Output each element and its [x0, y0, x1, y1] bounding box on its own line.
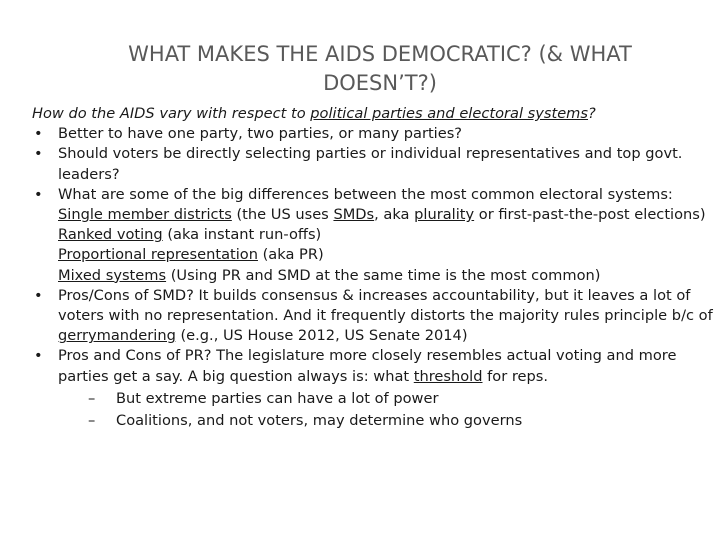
system-ranked-label: Ranked voting: [58, 226, 163, 244]
intro-underlined-topic: political parties and electoral systems: [310, 105, 589, 122]
system-pr-text: (aka PR): [257, 246, 324, 264]
system-mixed-label: Mixed systems: [58, 266, 167, 284]
slide-title-line-1: WHAT MAKES THE AIDS DEMOCRATIC? (& WHAT: [128, 42, 632, 66]
system-smd-label: Single member districts: [58, 206, 232, 224]
slide-title: [60, 40, 700, 98]
system-pr-label: Proportional representation: [58, 246, 258, 264]
slide-body: [32, 104, 716, 431]
system-ranked-text: (aka instant run-offs): [162, 226, 322, 244]
bullet-electoral-systems: [32, 185, 716, 286]
bullet-direct-selection-text: Should voters be directly selecting parties or individual representatives and top govt. leaders?: [58, 145, 683, 183]
bullet-direct-selection: [32, 144, 716, 184]
bullet-electoral-systems-text: What are some of the big differences between the most common electoral systems:: [58, 185, 673, 203]
system-smd-text-3: or first-past-the-post elections): [474, 206, 706, 224]
system-smd-plurality: plurality: [414, 206, 475, 224]
intro-text: How do the AIDS vary with respect to: [32, 105, 311, 122]
bullet-pr-pros-cons: [32, 346, 716, 431]
bullet-list: [32, 124, 716, 431]
bullet-smd-text: Pros/Cons of SMD? It builds consensus & increases accountability, but it leaves a lot of voters with no representation. And it frequently distorts the majority rules principle b/c of: [58, 286, 713, 325]
system-smd-text-1: (the US uses: [231, 206, 334, 224]
pr-sub-list: [58, 389, 716, 431]
system-mixed-text: (Using PR and SMD at the same time is the most common): [166, 266, 601, 284]
intro-question: [32, 104, 716, 124]
bullet-pr-text: Pros and Cons of PR? The legislature more closely resembles actual voting and more parties get a say. A big question always is: what: [58, 347, 677, 385]
bullet-pr-threshold: threshold: [413, 367, 483, 385]
system-smd-text-2: , aka: [374, 206, 415, 224]
pr-sub-item: – But extreme parties can have a lot of power: [88, 389, 716, 409]
bullet-smd-pros-cons: [32, 286, 716, 347]
system-smd-abbr: SMDs: [333, 206, 375, 224]
bullet-smd-gerrymandering: gerrymandering: [58, 327, 176, 345]
system-pr: [58, 245, 716, 265]
system-mixed: [58, 266, 716, 286]
system-smd: [58, 205, 716, 225]
system-ranked: [58, 225, 716, 245]
pr-sub-item: – Coalitions, and not voters, may determine who governs: [88, 411, 716, 431]
slide-title-line-2: DOESN’T?): [323, 71, 437, 95]
bullet-party-count-text: Better to have one party, two parties, or many parties?: [58, 125, 463, 143]
bullet-party-count: [32, 124, 716, 144]
bullet-pr-text-end: for reps.: [482, 367, 549, 385]
bullet-smd-text-end: (e.g., US House 2012, US Senate 2014): [175, 327, 468, 345]
intro-question-mark: ?: [588, 105, 596, 122]
